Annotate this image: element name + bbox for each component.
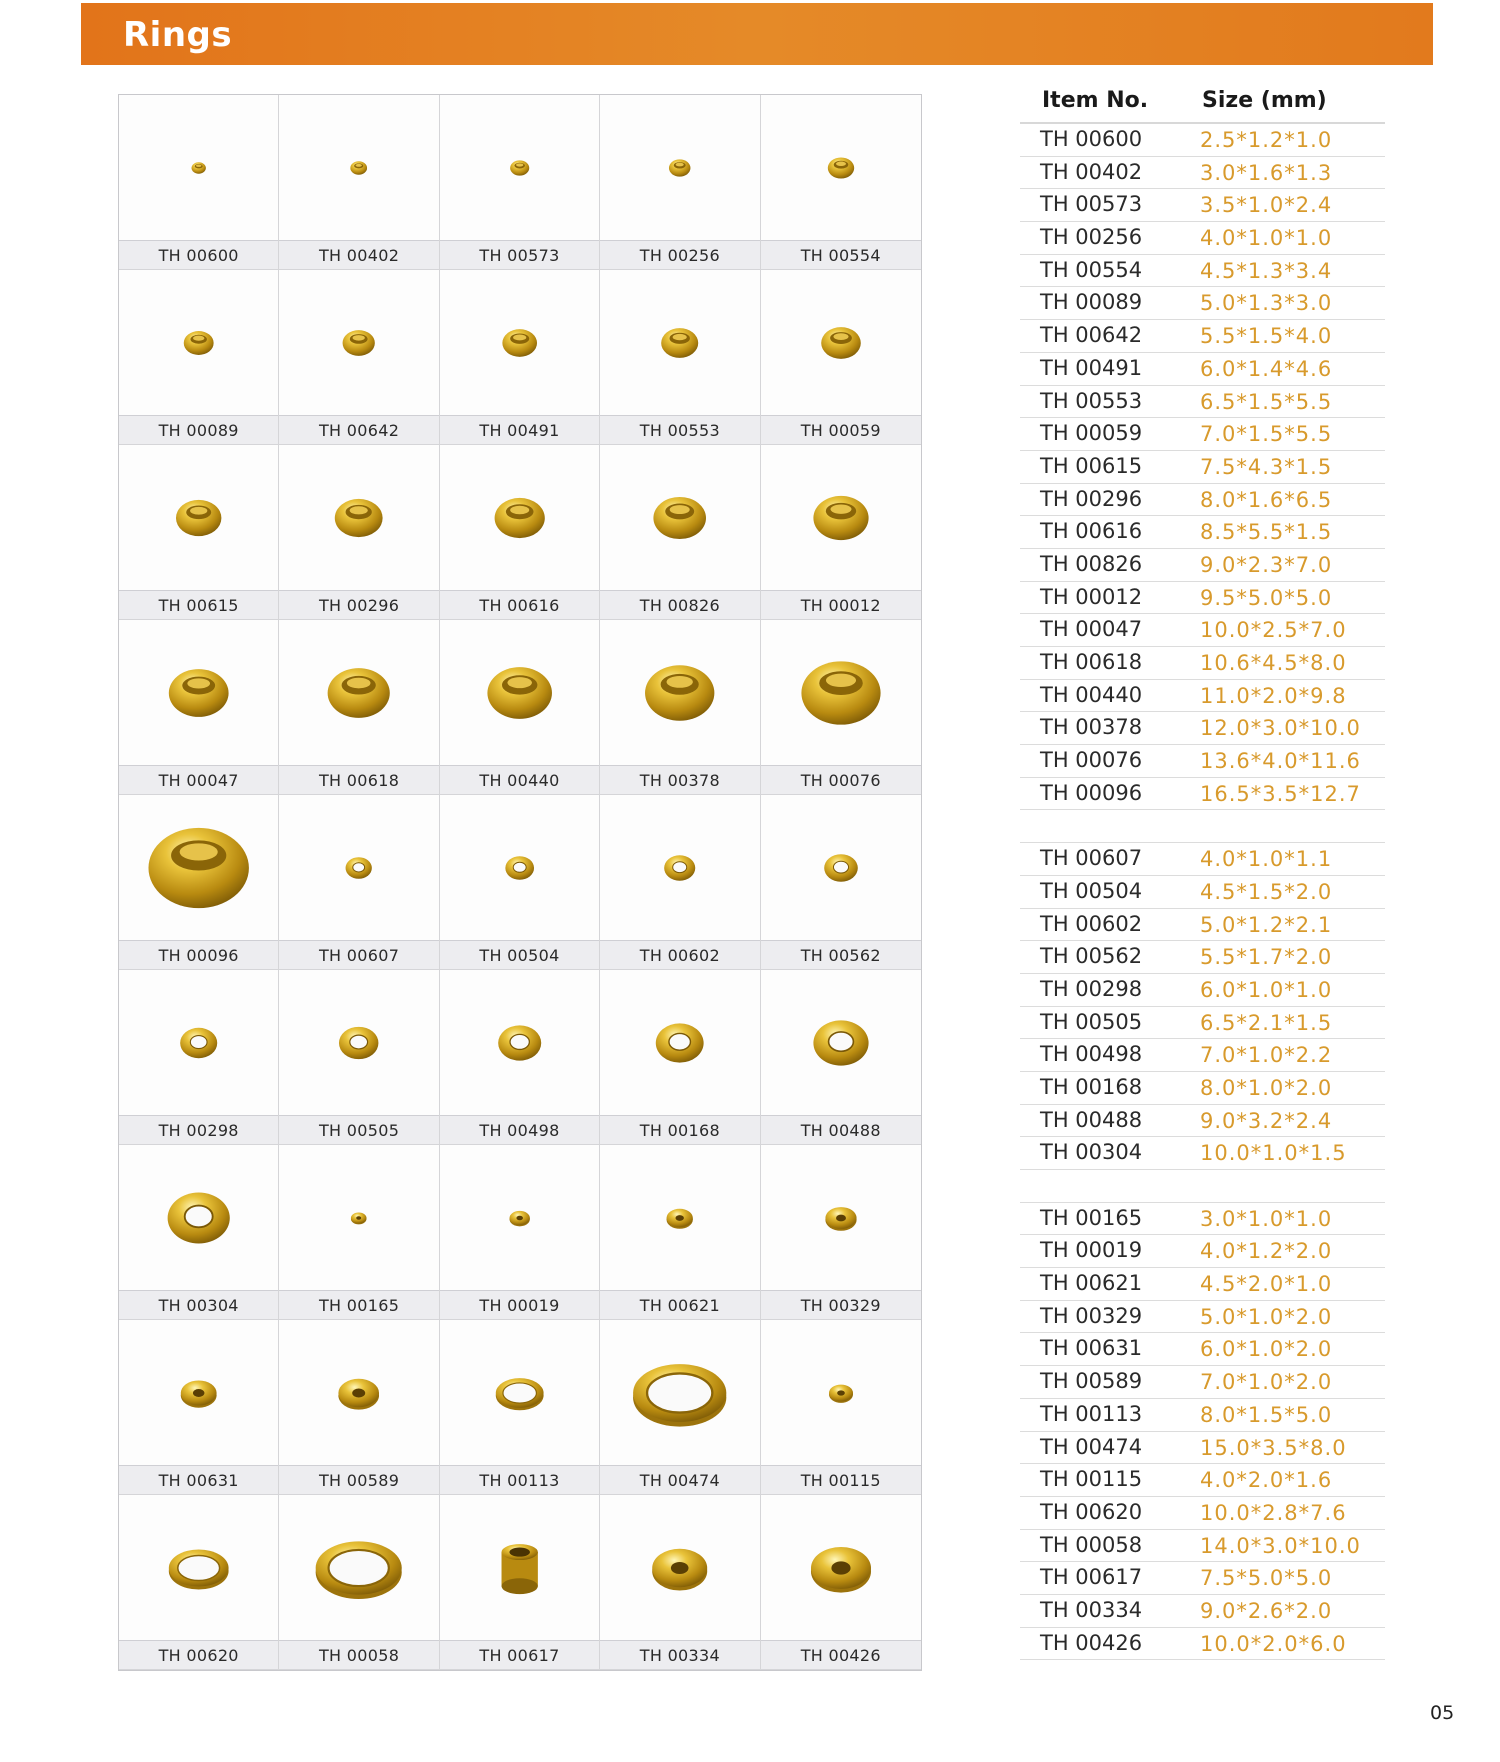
item-size: 5.0*1.0*2.0 bbox=[1200, 1304, 1333, 1329]
item-size: 4.5*1.5*2.0 bbox=[1200, 879, 1333, 904]
product-cell bbox=[279, 445, 439, 620]
table-row bbox=[1020, 1235, 1385, 1268]
table-row bbox=[1020, 614, 1385, 647]
product-label: TH 00505 bbox=[279, 1115, 438, 1144]
product-cell bbox=[440, 620, 600, 795]
product-label: TH 00602 bbox=[600, 940, 759, 969]
product-cell bbox=[279, 795, 439, 970]
ring-image bbox=[761, 1145, 921, 1291]
item-number: TH 00058 bbox=[1040, 1532, 1143, 1557]
item-size: 4.0*2.0*1.6 bbox=[1200, 1468, 1333, 1493]
size-table-header bbox=[1020, 84, 1385, 124]
item-size: 5.0*1.2*2.1 bbox=[1200, 912, 1333, 937]
item-size: 4.0*1.2*2.0 bbox=[1200, 1239, 1333, 1264]
item-size: 10.6*4.5*8.0 bbox=[1200, 651, 1347, 675]
item-size: 6.5*1.5*5.5 bbox=[1200, 389, 1333, 414]
item-number: TH 00113 bbox=[1040, 1401, 1143, 1426]
item-number: TH 00631 bbox=[1040, 1336, 1143, 1361]
product-cell bbox=[279, 970, 439, 1145]
product-label: TH 00115 bbox=[761, 1465, 921, 1494]
item-number: TH 00440 bbox=[1040, 682, 1143, 707]
product-cell bbox=[119, 1495, 279, 1670]
product-label: TH 00426 bbox=[761, 1640, 921, 1669]
ring-image bbox=[600, 95, 759, 241]
product-label: TH 00096 bbox=[119, 940, 278, 969]
product-label: TH 00256 bbox=[600, 240, 759, 269]
ring-image bbox=[761, 445, 921, 591]
item-size: 6.5*2.1*1.5 bbox=[1200, 1010, 1333, 1035]
item-size: 7.0*1.0*2.2 bbox=[1200, 1043, 1333, 1068]
ring-image bbox=[119, 620, 278, 766]
ring-image bbox=[119, 1145, 278, 1291]
item-size: 5.5*1.5*4.0 bbox=[1200, 324, 1333, 349]
size-header: Size (mm) bbox=[1202, 88, 1327, 113]
item-number: TH 00115 bbox=[1040, 1467, 1143, 1492]
product-label: TH 00553 bbox=[600, 415, 759, 444]
item-size: 10.0*2.5*7.0 bbox=[1200, 618, 1347, 643]
product-cell bbox=[600, 620, 760, 795]
ring-image bbox=[600, 1495, 759, 1641]
table-row bbox=[1020, 1203, 1385, 1236]
product-cell bbox=[119, 445, 279, 620]
ring-image bbox=[119, 970, 278, 1116]
product-label: TH 00298 bbox=[119, 1115, 278, 1144]
table-row bbox=[1020, 712, 1385, 745]
table-row bbox=[1020, 647, 1385, 680]
item-number: TH 00615 bbox=[1040, 453, 1143, 478]
item-number: TH 00304 bbox=[1040, 1140, 1143, 1165]
ring-image bbox=[761, 95, 921, 241]
product-cell bbox=[600, 445, 760, 620]
item-size: 5.0*1.3*3.0 bbox=[1200, 291, 1333, 316]
ring-image bbox=[440, 270, 599, 416]
product-cell bbox=[119, 795, 279, 970]
product-label: TH 00168 bbox=[600, 1115, 759, 1144]
ring-image bbox=[440, 795, 599, 941]
table-row bbox=[1020, 189, 1385, 222]
item-number: TH 00474 bbox=[1040, 1434, 1143, 1459]
item-number: TH 00089 bbox=[1040, 290, 1143, 315]
item-number: TH 00491 bbox=[1040, 355, 1143, 380]
product-cell bbox=[761, 970, 921, 1145]
ring-image bbox=[600, 970, 759, 1116]
item-number: TH 00573 bbox=[1040, 192, 1143, 217]
table-row bbox=[1020, 157, 1385, 190]
item-size: 13.6*4.0*11.6 bbox=[1200, 749, 1361, 774]
table-row bbox=[1020, 1432, 1385, 1465]
item-number: TH 00554 bbox=[1040, 257, 1143, 282]
ring-image bbox=[279, 95, 438, 241]
item-size: 7.0*1.0*2.0 bbox=[1200, 1370, 1333, 1395]
size-table bbox=[1020, 84, 1385, 1660]
ring-image bbox=[119, 1495, 278, 1641]
product-cell bbox=[119, 1145, 279, 1320]
table-row bbox=[1020, 1137, 1385, 1170]
item-number: TH 00334 bbox=[1040, 1597, 1143, 1622]
product-label: TH 00589 bbox=[279, 1465, 438, 1494]
ring-image bbox=[279, 970, 438, 1116]
table-row bbox=[1020, 516, 1385, 549]
product-label: TH 00329 bbox=[761, 1290, 921, 1319]
ring-image bbox=[440, 1145, 599, 1291]
product-label: TH 00488 bbox=[761, 1115, 921, 1144]
product-label: TH 00631 bbox=[119, 1465, 278, 1494]
table-row bbox=[1020, 1530, 1385, 1563]
item-size: 5.5*1.7*2.0 bbox=[1200, 945, 1333, 970]
product-label: TH 00607 bbox=[279, 940, 438, 969]
product-cell bbox=[440, 1495, 600, 1670]
product-cell bbox=[761, 95, 921, 270]
product-label: TH 00620 bbox=[119, 1640, 278, 1669]
table-row bbox=[1020, 1039, 1385, 1072]
table-row bbox=[1020, 909, 1385, 942]
ring-image bbox=[279, 270, 438, 416]
item-size: 9.0*2.3*7.0 bbox=[1200, 552, 1333, 577]
product-cell bbox=[119, 270, 279, 445]
item-number: TH 00019 bbox=[1040, 1238, 1143, 1263]
product-image-grid bbox=[118, 94, 922, 1671]
item-number: TH 00076 bbox=[1040, 748, 1143, 773]
item-number: TH 00096 bbox=[1040, 780, 1143, 805]
product-cell bbox=[761, 445, 921, 620]
table-row bbox=[1020, 1562, 1385, 1595]
table-row bbox=[1020, 287, 1385, 320]
product-cell bbox=[761, 1320, 921, 1495]
item-size: 2.5*1.2*1.0 bbox=[1200, 128, 1333, 152]
product-cell bbox=[119, 1320, 279, 1495]
ring-image bbox=[600, 1145, 759, 1291]
product-cell bbox=[600, 1495, 760, 1670]
item-size: 8.0*1.6*6.5 bbox=[1200, 487, 1333, 512]
item-size: 3.0*1.0*1.0 bbox=[1200, 1206, 1333, 1231]
table-row bbox=[1020, 1333, 1385, 1366]
table-row bbox=[1020, 1595, 1385, 1628]
item-number: TH 00618 bbox=[1040, 650, 1143, 674]
product-label: TH 00402 bbox=[279, 240, 438, 269]
product-cell bbox=[440, 270, 600, 445]
item-size: 11.0*2.0*9.8 bbox=[1200, 683, 1347, 708]
product-label: TH 00019 bbox=[440, 1290, 599, 1319]
product-cell bbox=[761, 620, 921, 795]
item-number: TH 00616 bbox=[1040, 519, 1143, 544]
ring-image bbox=[761, 970, 921, 1116]
product-cell bbox=[279, 620, 439, 795]
item-size: 9.0*2.6*2.0 bbox=[1200, 1598, 1333, 1623]
item-size: 9.0*3.2*2.4 bbox=[1200, 1108, 1333, 1133]
item-size: 4.0*1.0*1.0 bbox=[1200, 226, 1333, 251]
table-row bbox=[1020, 974, 1385, 1007]
table-row bbox=[1020, 222, 1385, 255]
item-number: TH 00298 bbox=[1040, 976, 1143, 1001]
table-row bbox=[1020, 353, 1385, 386]
ring-image bbox=[761, 270, 921, 416]
table-row bbox=[1020, 1366, 1385, 1399]
table-row bbox=[1020, 778, 1385, 811]
ring-image bbox=[440, 620, 599, 766]
table-row bbox=[1020, 680, 1385, 713]
product-label: TH 00047 bbox=[119, 765, 278, 794]
product-label: TH 00113 bbox=[440, 1465, 599, 1494]
product-cell bbox=[279, 1495, 439, 1670]
item-number: TH 00296 bbox=[1040, 486, 1143, 511]
product-label: TH 00600 bbox=[119, 240, 278, 269]
product-cell bbox=[600, 795, 760, 970]
product-label: TH 00058 bbox=[279, 1640, 438, 1669]
item-size: 15.0*3.5*8.0 bbox=[1200, 1435, 1347, 1460]
item-size: 8.0*1.0*2.0 bbox=[1200, 1075, 1333, 1100]
ring-image bbox=[279, 1320, 438, 1466]
table-row bbox=[1020, 1072, 1385, 1105]
ring-image bbox=[600, 1320, 759, 1466]
item-number: TH 00562 bbox=[1040, 944, 1143, 969]
product-label: TH 00440 bbox=[440, 765, 599, 794]
product-cell bbox=[440, 795, 600, 970]
item-size: 3.5*1.0*2.4 bbox=[1200, 193, 1333, 218]
product-label: TH 00616 bbox=[440, 590, 599, 619]
item-size: 4.5*2.0*1.0 bbox=[1200, 1272, 1333, 1297]
product-label: TH 00076 bbox=[761, 765, 921, 794]
product-label: TH 00621 bbox=[600, 1290, 759, 1319]
size-table-body bbox=[1020, 124, 1385, 1660]
product-cell bbox=[440, 1320, 600, 1495]
product-label: TH 00334 bbox=[600, 1640, 759, 1669]
item-number: TH 00488 bbox=[1040, 1107, 1143, 1132]
product-label: TH 00618 bbox=[279, 765, 438, 794]
ring-image bbox=[440, 95, 599, 241]
table-row bbox=[1020, 484, 1385, 517]
product-label: TH 00304 bbox=[119, 1290, 278, 1319]
table-row bbox=[1020, 1007, 1385, 1040]
item-number: TH 00621 bbox=[1040, 1271, 1143, 1296]
table-row bbox=[1020, 320, 1385, 353]
ring-image bbox=[761, 620, 921, 766]
ring-image bbox=[440, 1320, 599, 1466]
item-number: TH 00826 bbox=[1040, 551, 1143, 576]
ring-image bbox=[761, 1320, 921, 1466]
ring-image bbox=[440, 445, 599, 591]
product-cell bbox=[761, 1495, 921, 1670]
table-row bbox=[1020, 843, 1385, 876]
item-number: TH 00329 bbox=[1040, 1303, 1143, 1328]
page-title: Rings bbox=[123, 15, 233, 55]
table-row bbox=[1020, 418, 1385, 451]
ring-image bbox=[279, 445, 438, 591]
ring-image bbox=[600, 795, 759, 941]
product-label: TH 00617 bbox=[440, 1640, 599, 1669]
ring-image bbox=[761, 1495, 921, 1641]
item-number: TH 00642 bbox=[1040, 323, 1143, 348]
table-row bbox=[1020, 1464, 1385, 1497]
item-size: 7.5*5.0*5.0 bbox=[1200, 1566, 1333, 1591]
item-number: TH 00607 bbox=[1040, 846, 1143, 871]
product-cell bbox=[119, 620, 279, 795]
ring-image bbox=[279, 1495, 438, 1641]
item-number: TH 00505 bbox=[1040, 1009, 1143, 1034]
ring-image bbox=[600, 270, 759, 416]
product-label: TH 00498 bbox=[440, 1115, 599, 1144]
product-cell bbox=[761, 1145, 921, 1320]
item-number: TH 00426 bbox=[1040, 1630, 1143, 1655]
product-label: TH 00554 bbox=[761, 240, 921, 269]
product-cell bbox=[119, 970, 279, 1145]
item-number: TH 00617 bbox=[1040, 1565, 1143, 1590]
header-bar bbox=[81, 3, 1433, 65]
table-row bbox=[1020, 1628, 1385, 1661]
table-row bbox=[1020, 1105, 1385, 1138]
item-number: TH 00168 bbox=[1040, 1074, 1143, 1099]
item-no-header: Item No. bbox=[1042, 88, 1149, 113]
product-label: TH 00562 bbox=[761, 940, 921, 969]
item-size: 6.0*1.4*4.6 bbox=[1200, 356, 1333, 381]
table-row bbox=[1020, 745, 1385, 778]
product-cell bbox=[600, 1320, 760, 1495]
item-size: 8.0*1.5*5.0 bbox=[1200, 1402, 1333, 1427]
table-row bbox=[1020, 582, 1385, 615]
table-row bbox=[1020, 941, 1385, 974]
ring-image bbox=[600, 445, 759, 591]
product-cell bbox=[761, 795, 921, 970]
product-label: TH 00642 bbox=[279, 415, 438, 444]
ring-image bbox=[279, 795, 438, 941]
item-number: TH 00256 bbox=[1040, 225, 1143, 250]
product-cell bbox=[600, 270, 760, 445]
product-cell bbox=[600, 1145, 760, 1320]
product-cell bbox=[600, 95, 760, 270]
product-label: TH 00491 bbox=[440, 415, 599, 444]
item-number: TH 00378 bbox=[1040, 715, 1143, 740]
product-cell bbox=[279, 270, 439, 445]
item-size: 10.0*2.0*6.0 bbox=[1200, 1631, 1347, 1656]
item-number: TH 00600 bbox=[1040, 127, 1143, 151]
product-label: TH 00474 bbox=[600, 1465, 759, 1494]
page-number: 05 bbox=[1430, 1702, 1455, 1724]
item-number: TH 00498 bbox=[1040, 1042, 1143, 1067]
product-label: TH 00826 bbox=[600, 590, 759, 619]
product-cell bbox=[279, 1320, 439, 1495]
table-row bbox=[1020, 1399, 1385, 1432]
product-label: TH 00378 bbox=[600, 765, 759, 794]
item-number: TH 00059 bbox=[1040, 421, 1143, 446]
ring-image bbox=[119, 445, 278, 591]
product-label: TH 00615 bbox=[119, 590, 278, 619]
ring-image bbox=[279, 1145, 438, 1291]
product-cell bbox=[119, 95, 279, 270]
item-number: TH 00402 bbox=[1040, 159, 1143, 184]
item-number: TH 00602 bbox=[1040, 911, 1143, 936]
table-row bbox=[1020, 255, 1385, 288]
product-label: TH 00165 bbox=[279, 1290, 438, 1319]
product-cell bbox=[440, 1145, 600, 1320]
table-row bbox=[1020, 124, 1385, 157]
table-row bbox=[1020, 1268, 1385, 1301]
product-label: TH 00012 bbox=[761, 590, 921, 619]
table-row bbox=[1020, 549, 1385, 582]
item-number: TH 00589 bbox=[1040, 1369, 1143, 1394]
table-row bbox=[1020, 451, 1385, 484]
product-cell bbox=[600, 970, 760, 1145]
ring-image bbox=[600, 620, 759, 766]
ring-image bbox=[279, 620, 438, 766]
ring-image bbox=[761, 795, 921, 941]
item-size: 10.0*2.8*7.6 bbox=[1200, 1500, 1347, 1525]
item-number: TH 00165 bbox=[1040, 1205, 1143, 1230]
item-size: 9.5*5.0*5.0 bbox=[1200, 585, 1333, 610]
ring-image bbox=[119, 270, 278, 416]
ring-image bbox=[440, 970, 599, 1116]
item-number: TH 00553 bbox=[1040, 388, 1143, 413]
ring-image bbox=[119, 95, 278, 241]
table-row bbox=[1020, 1301, 1385, 1334]
item-size: 16.5*3.5*12.7 bbox=[1200, 781, 1361, 806]
ring-image bbox=[119, 1320, 278, 1466]
item-size: 8.5*5.5*1.5 bbox=[1200, 520, 1333, 545]
product-label: TH 00089 bbox=[119, 415, 278, 444]
item-number: TH 00620 bbox=[1040, 1499, 1143, 1524]
item-size: 3.0*1.6*1.3 bbox=[1200, 160, 1333, 185]
product-label: TH 00059 bbox=[761, 415, 921, 444]
product-label: TH 00573 bbox=[440, 240, 599, 269]
item-size: 4.0*1.0*1.1 bbox=[1200, 847, 1333, 872]
item-size: 10.0*1.0*1.5 bbox=[1200, 1141, 1347, 1166]
product-cell bbox=[279, 1145, 439, 1320]
product-cell bbox=[279, 95, 439, 270]
item-size: 7.5*4.3*1.5 bbox=[1200, 454, 1333, 479]
table-row bbox=[1020, 1497, 1385, 1530]
item-size: 7.0*1.5*5.5 bbox=[1200, 422, 1333, 447]
item-size: 4.5*1.3*3.4 bbox=[1200, 258, 1333, 283]
item-size: 14.0*3.0*10.0 bbox=[1200, 1533, 1361, 1558]
product-cell bbox=[761, 270, 921, 445]
item-number: TH 00012 bbox=[1040, 584, 1143, 609]
item-size: 12.0*3.0*10.0 bbox=[1200, 716, 1361, 741]
item-size: 6.0*1.0*2.0 bbox=[1200, 1337, 1333, 1362]
ring-image bbox=[119, 795, 278, 941]
product-cell bbox=[440, 95, 600, 270]
product-label: TH 00504 bbox=[440, 940, 599, 969]
product-cell bbox=[440, 970, 600, 1145]
item-number: TH 00047 bbox=[1040, 617, 1143, 642]
item-number: TH 00504 bbox=[1040, 878, 1143, 903]
product-label: TH 00296 bbox=[279, 590, 438, 619]
product-cell bbox=[440, 445, 600, 620]
ring-image bbox=[440, 1495, 599, 1641]
item-size: 6.0*1.0*1.0 bbox=[1200, 977, 1333, 1002]
table-row bbox=[1020, 876, 1385, 909]
table-row bbox=[1020, 1170, 1385, 1203]
table-row bbox=[1020, 810, 1385, 843]
table-row bbox=[1020, 386, 1385, 419]
